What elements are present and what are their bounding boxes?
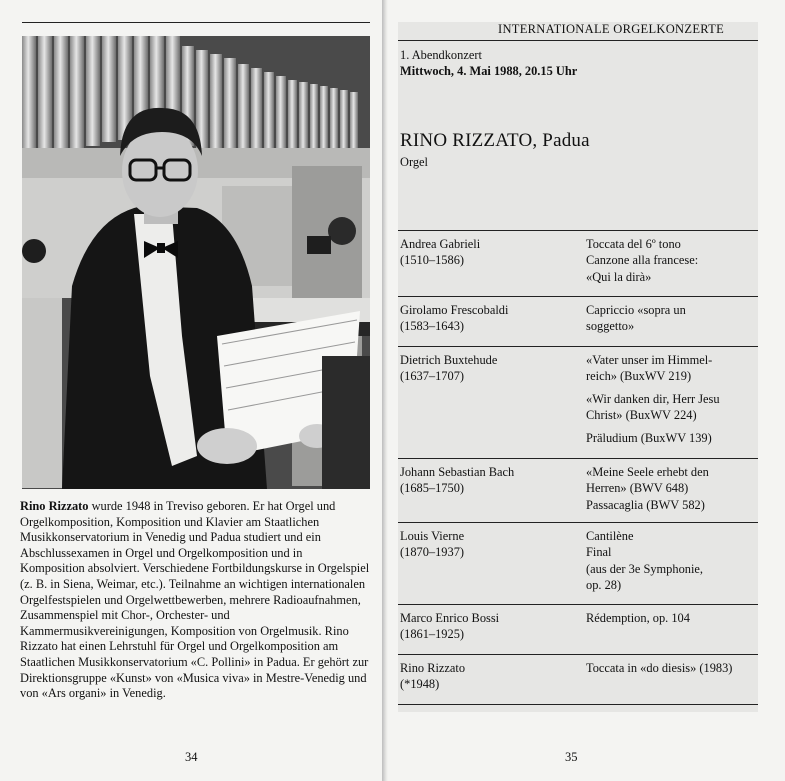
work-line: «Vater unser im Himmel-	[586, 353, 713, 367]
page-number-right: 35	[565, 750, 578, 764]
work-line: Passacaglia (BWV 582)	[586, 497, 705, 512]
composer-dates: (1637–1707)	[400, 369, 465, 384]
program-works	[586, 610, 758, 626]
program-composer	[400, 236, 580, 269]
performer-name: RINO RIZZATO, Padua	[400, 130, 590, 151]
concert-date: Mittwoch, 4. Mai 1988, 20.15 Uhr	[400, 64, 578, 78]
work-line: Cantilène	[586, 529, 634, 543]
composer-dates: (1870–1937)	[400, 545, 465, 560]
work-line: (aus der 3e Symphonie,	[586, 561, 703, 576]
program-divider	[398, 458, 758, 459]
program-list	[398, 0, 758, 781]
composer-dates: (1685–1750)	[400, 481, 465, 496]
program-divider	[398, 604, 758, 605]
top-rule	[22, 22, 370, 23]
composer-dates: (*1948)	[400, 677, 440, 692]
composer-name: Louis Vierne	[400, 529, 465, 543]
page-number-left: 34	[185, 750, 198, 764]
work-line: Canzone alla francese:	[586, 253, 699, 268]
work-line: soggetto»	[586, 319, 635, 334]
composer-dates: (1583–1643)	[400, 319, 465, 334]
work-line: Christ» (BuxWV 224)	[586, 408, 697, 423]
work-line: Capriccio «sopra un	[586, 303, 686, 317]
work-line: Toccata del 6º tono	[586, 237, 681, 251]
program-composer	[400, 528, 580, 561]
work-line: Rédemption, op. 104	[586, 611, 690, 625]
program-divider	[398, 704, 758, 705]
work-line: «Wir danken dir, Herr Jesu	[586, 391, 720, 406]
work-line: reich» (BuxWV 219)	[586, 369, 692, 384]
program-divider	[398, 230, 758, 231]
program-works	[586, 352, 758, 446]
biography-text: wurde 1948 in Treviso geboren. Er hat Orgel und Orgelkomposition, Komposition und Klavier am Staatlichen Musikkonservatorium in Venedig und Padua studiert und ein Abschlussexamen in Orgel und Orgelkomposition und in Komposition absolviert. Verschiedene Fortbildungskurse in Orgelspiel (z. B. in Siena, Weimar, etc.). Teilnahme an wichtigen internationalen Orgelfestspielen und Orgelwettbewerben, mehrere Radioaufnahmen, Zusammenspiel mit Chor-, Orchester- und Kammermusikvereinigungen, Komposition von Orgelmusik. Rino Rizzato hat einen Lehrstuhl für Orgel und Orgelkomposition am Staatlichen Musikkonservatorium «C. Pollini» in Padua. Er gehört zur Direktionsgruppe «Kunst» von «Musica viva» in Mestre-Venedig und von «Ars organi» in Venedig.	[20, 499, 370, 701]
program-divider	[398, 346, 758, 347]
program-works	[586, 464, 758, 513]
composer-name: Marco Enrico Bossi	[400, 611, 500, 625]
concert-number: 1. Abendkonzert	[400, 48, 482, 62]
work-line: Toccata in «do diesis» (1983)	[586, 661, 733, 675]
work-line: Final	[586, 545, 612, 560]
program-divider	[398, 296, 758, 297]
program-works	[586, 302, 758, 335]
right-page	[388, 0, 785, 781]
composer-name: Johann Sebastian Bach	[400, 465, 515, 479]
composer-name: Girolamo Frescobaldi	[400, 303, 509, 317]
program-works	[586, 236, 758, 285]
composer-dates: (1510–1586)	[400, 253, 465, 268]
program-composer	[400, 660, 580, 693]
biography-paragraph	[20, 499, 370, 702]
program-composer	[400, 302, 580, 335]
program-composer	[400, 610, 580, 643]
organist-photo	[22, 36, 370, 489]
work-line: Herren» (BWV 648)	[586, 481, 689, 496]
program-works	[586, 528, 758, 594]
work-line: Präludium (BuxWV 139)	[586, 430, 712, 445]
composer-dates: (1861–1925)	[400, 627, 465, 642]
work-line: «Qui la dirà»	[586, 269, 652, 284]
work-line: «Meine Seele erhebt den	[586, 465, 709, 479]
biography-name: Rino Rizzato	[20, 499, 89, 513]
program-composer	[400, 352, 580, 385]
program-divider	[398, 654, 758, 655]
work-line: op. 28)	[586, 578, 622, 593]
performer-instrument: Orgel	[400, 155, 428, 169]
composer-name: Dietrich Buxtehude	[400, 353, 498, 367]
running-head: INTERNATIONALE ORGELKONZERTE	[498, 22, 725, 36]
organist-photo-illustration	[22, 36, 370, 489]
composer-name: Rino Rizzato	[400, 661, 466, 675]
left-page	[0, 0, 382, 781]
program-divider	[398, 522, 758, 523]
program-composer	[400, 464, 580, 497]
composer-name: Andrea Gabrieli	[400, 237, 481, 251]
program-works	[586, 660, 758, 676]
